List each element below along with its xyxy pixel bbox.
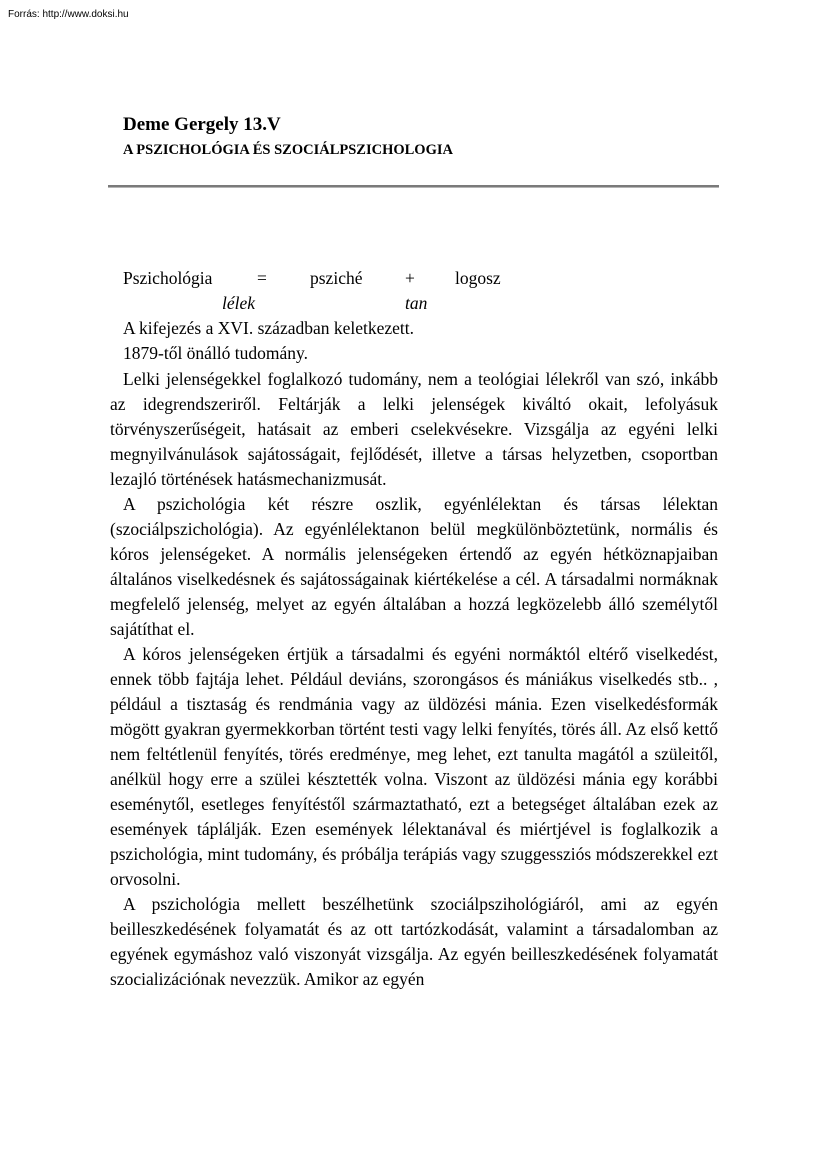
body-text bbox=[110, 367, 718, 992]
paragraph-3: A kóros jelenségeken értjük a társadalmi és egyéni normáktól eltérő viselkedést, ennek több fajtája lehet. Például deviáns, szorongásos és mániákus viselkedés stb.. , például a tisztaság és rendmánia vagy az üldözési mánia. Ezen viselkedésformák mögött gyakran gyermekkorban történt testi vagy lelki fenyítés, törés áll. Az első kettő nem feltétlenül fenyítés, törés eredménye, meg lehet, ezt tanulta magától a szüleitől, anélkül hogy erre a szülei késztették volna. Viszont az üldözési mánia egy korábbi eseménytől, esetleges fenyítéstől származtatható, ezt a betegséget általában ezek az események táplálják. Ezen események lélektanával és miértjével is foglalkozik a pszichológia, mint tudomány, és próbálja terápiás vagy szuggessziós módszerekkel ezt orvosolni. bbox=[110, 644, 718, 889]
independence-line: 1879-től önálló tudomány. bbox=[123, 343, 309, 363]
formula-part-logosz: logosz bbox=[455, 268, 501, 288]
document-title: A PSZICHOLÓGIA ÉS SZOCIÁLPSZICHOLOGIA bbox=[123, 142, 453, 158]
paragraph-4: A pszichológia mellett beszélhetünk szociálpszihológiáról, ami az egyén beilleszkedésének folyamatát és az ott tartózkodását, valamint a társadalomban az egyének egymáshoz való viszonyát vizsgálja. Az egyén beilleszkedésének folyamatát szocializációnak nevezzük. Amikor az egyén bbox=[110, 894, 718, 989]
paragraph-1: Lelki jelenségekkel foglalkozó tudomány, nem a teológiai lélekről van szó, inkább az idegrendszeriről. Feltárják a lelki jelenségek kiváltó okait, lefolyásuk törvényszerűségeit, hatásait az emberi cselekvésekre. Vizsgálja az egyéni lelki megnyilvánulások sajátosságait, fejlődését, illetve a társas helyzetben, csoportban lezajló történések hatásmechanizmusát. bbox=[110, 369, 718, 489]
origin-line: A kifejezés a XVI. században keletkezett. bbox=[123, 318, 415, 338]
gloss-tan: tan bbox=[405, 293, 428, 313]
formula-word: Pszichológia bbox=[123, 268, 213, 288]
formula-equals: = bbox=[257, 268, 267, 288]
title-divider bbox=[108, 185, 719, 188]
paragraph-2: A pszichológia két részre oszlik, egyénlélektan és társas lélektan (szociálpszichológia). Az egyénlélektanon belül megkülönböztetünk, normális és kóros jelenségeket. A normális jelenségeken értendő az egyén hétköznapjaiban általános viselkedésnek és sajátosságainak kiértékelése a cél. A társadalmi normáknak megfelelő jelenség, melyet az egyén általában a hozzá legközelebb álló személytől sajátíthat el. bbox=[110, 494, 718, 639]
formula-part-psziche: psziché bbox=[310, 268, 363, 288]
gloss-lelek: lélek bbox=[222, 293, 256, 313]
author-name: Deme Gergely 13.V bbox=[123, 114, 281, 135]
formula-plus: + bbox=[405, 268, 415, 288]
source-note: Forrás: http://www.doksi.hu bbox=[8, 9, 129, 20]
